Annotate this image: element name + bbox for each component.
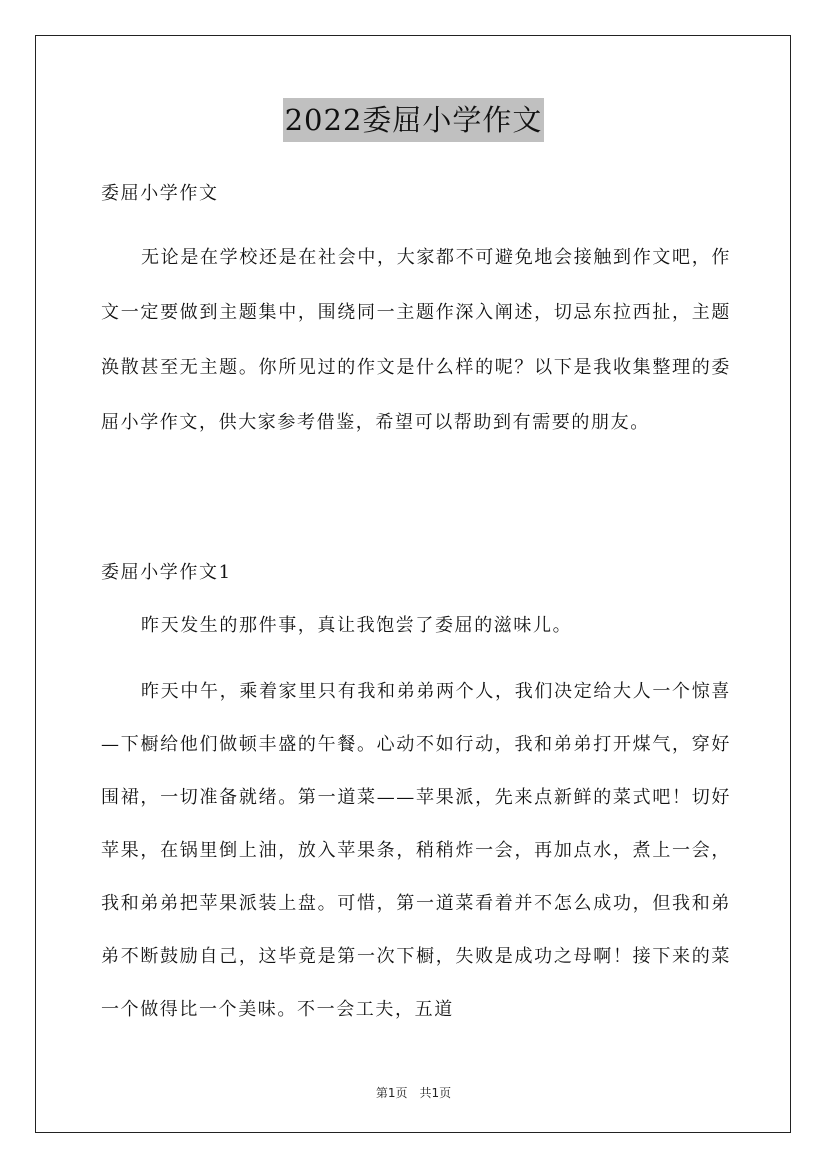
- title-container: [0, 98, 827, 142]
- body-paragraph-2: 昨天中午，乘着家里只有我和弟弟两个人，我们决定给大人一个惊喜—下橱给他们做顿丰盛的午餐。心动不如行动，我和弟弟打开煤气，穿好围裙，一切准备就绪。第一道菜——苹果派，先来点新鲜的菜式吧！切好苹果，在锅里倒上油，放入苹果条，稍稍炸一会，再加点水，煮上一会，我和弟弟把苹果派装上盘。可惜，第一道菜看着并不怎么成功，但我和弟弟不断鼓励自己，这毕竟是第一次下橱，失败是成功之母啊！接下来的菜一个做得比一个美味。不一会工夫，五道: [101, 681, 731, 1020]
- document-subtitle: 委屈小学作文: [101, 183, 219, 204]
- section-heading: 委屈小学作文1: [101, 562, 232, 583]
- body-paragraph-1: 昨天发生的那件事，真让我饱尝了委屈的滋味儿。: [141, 615, 573, 636]
- page-footer: 第1页 共1页: [375, 1086, 452, 1100]
- document-title: 2022委屈小学作文: [283, 98, 545, 142]
- intro-paragraph: 无论是在学校还是在社会中，大家都不可避免地会接触到作文吧，作文一定要做到主题集中，围绕同一主题作深入阐述，切忌东拉西扯，主题涣散甚至无主题。你所见过的作文是什么样的呢？以下是我收集整理的委屈小学作文，供大家参考借鉴，希望可以帮助到有需要的朋友。: [101, 247, 731, 433]
